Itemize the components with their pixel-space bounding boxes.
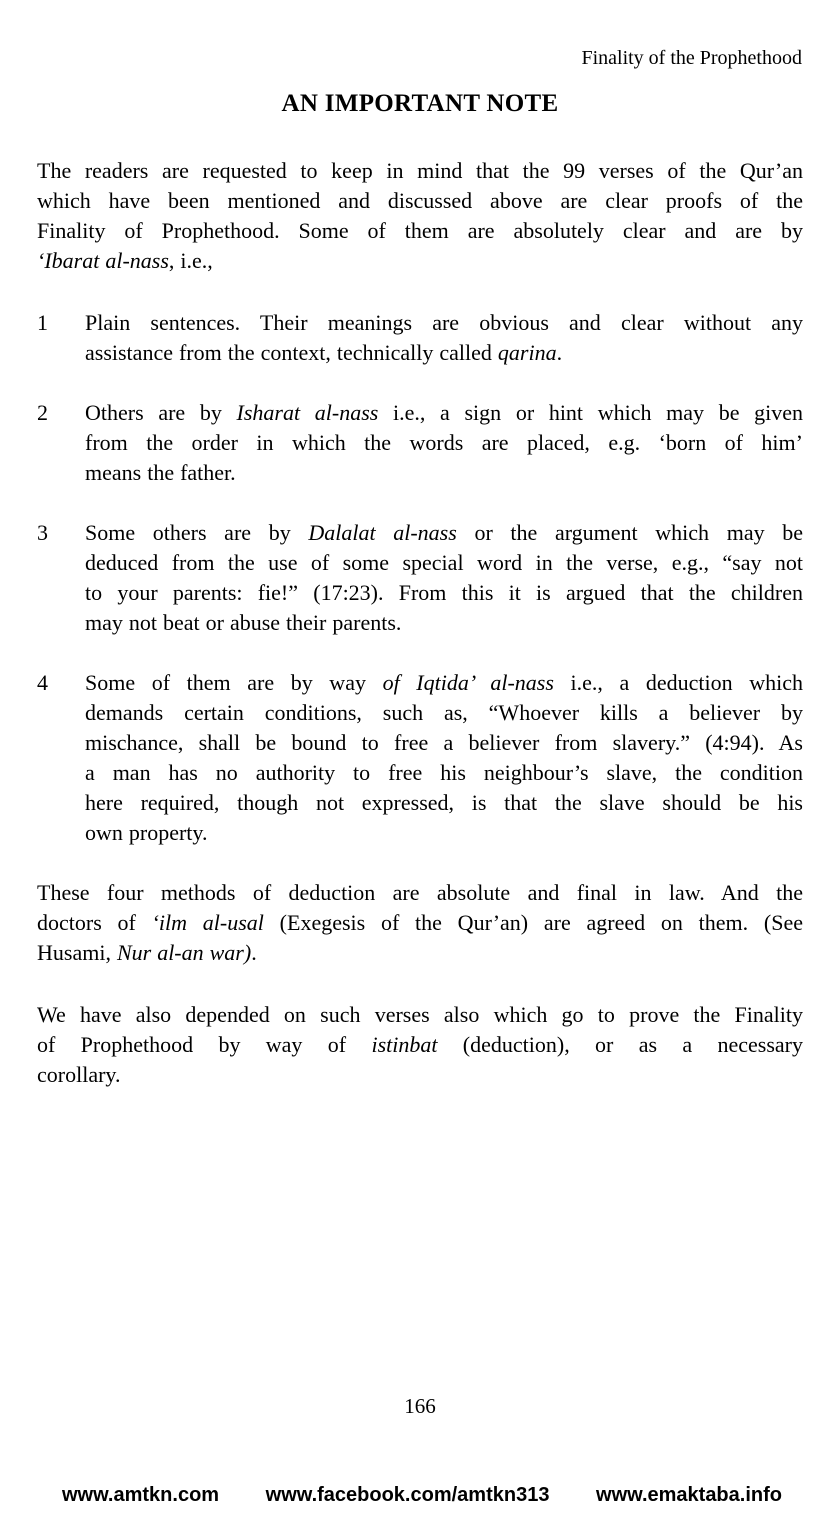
italic-term: qarina <box>497 340 557 365</box>
text-line <box>85 338 803 368</box>
text-segment: Some of them are by way <box>85 670 383 695</box>
text-line <box>37 878 803 908</box>
text-line <box>85 668 803 698</box>
text-segment: . <box>556 340 563 365</box>
text-line <box>85 728 803 758</box>
list-number: 3 <box>37 520 48 545</box>
running-header: Finality of the Prophethood <box>581 47 802 69</box>
text-line <box>85 398 803 428</box>
text-line <box>37 246 803 276</box>
text-segment: of Prophethood by way of <box>37 1032 372 1057</box>
italic-term: istinbat <box>371 1032 438 1057</box>
text-segment: mischance, shall be bound to free a believer from slavery.” (4:94). As <box>85 730 803 755</box>
text-line <box>37 908 803 938</box>
text-segment: (deduction), or as a necessary <box>437 1032 803 1057</box>
text-segment: , i.e., <box>168 248 213 273</box>
list-number: 2 <box>37 400 48 425</box>
footer-link-emaktaba: www.emaktaba.info <box>596 1484 782 1506</box>
text-line <box>85 458 803 488</box>
footer-links <box>62 1484 782 1507</box>
text-segment: deduced from the use of some special word in the verse, e.g., “say not <box>85 550 803 575</box>
text-line <box>37 938 803 968</box>
text-segment: demands certain conditions, such as, “Whoever kills a believer by <box>85 700 803 725</box>
text-segment: The readers are requested to keep in mind that the 99 verses of the Qur’an <box>37 158 803 183</box>
text-segment: from the order in which the words are placed, e.g. ‘born of him’ <box>85 430 803 455</box>
text-segment: own property. <box>85 820 208 845</box>
text-segment: . <box>251 940 257 965</box>
text-line <box>85 578 803 608</box>
text-segment: (Exegesis of the Qur’an) are agreed on them. (See <box>263 910 803 935</box>
text-segment: Plain sentences. Their meanings are obvious and clear without any <box>85 310 803 335</box>
list-item-text <box>85 308 803 368</box>
text-segment: Husami, <box>37 940 117 965</box>
text-line <box>37 1000 803 1030</box>
italic-term: Nur al-an war) <box>116 940 252 965</box>
text-segment: Finality of Prophethood. Some of them are absolutely clear and are by <box>37 218 803 243</box>
text-line <box>37 216 803 246</box>
text-line <box>37 156 803 186</box>
text-line <box>85 788 803 818</box>
italic-term: ‘ilm al-usal <box>151 910 264 935</box>
paragraph <box>37 156 803 276</box>
footer-link-facebook: www.facebook.com/amtkn313 <box>265 1484 550 1506</box>
text-segment: These four methods of deduction are absolute and final in law. And the <box>37 880 803 905</box>
list-item <box>37 308 803 368</box>
list-number: 1 <box>37 310 48 335</box>
text-segment: means the father. <box>85 460 236 485</box>
text-line <box>37 1060 803 1090</box>
list-number: 4 <box>37 670 48 695</box>
text-segment: a man has no authority to free his neighbour’s slave, the condition <box>85 760 803 785</box>
list-item <box>37 518 803 638</box>
text-line <box>85 518 803 548</box>
text-segment: to your parents: fie!” (17:23). From this it is argued that the children <box>85 580 803 605</box>
page-number: 166 <box>404 1394 436 1418</box>
text-segment: Others are by <box>85 400 237 425</box>
text-line <box>85 758 803 788</box>
italic-term: Dalalat al-nass <box>308 520 457 545</box>
text-segment: assistance from the context, technically called <box>85 340 498 365</box>
text-segment: corollary. <box>37 1062 121 1087</box>
text-line <box>37 1030 803 1060</box>
list-item <box>37 398 803 488</box>
text-segment: doctors of <box>37 910 152 935</box>
text-segment: We have also depended on such verses also which go to prove the Finality <box>37 1002 803 1027</box>
text-segment: or the argument which may be <box>456 520 804 545</box>
italic-term: of Iqtida’ al-nass <box>382 670 554 695</box>
paragraph <box>37 878 803 968</box>
text-segment: which have been mentioned and discussed above are clear proofs of the <box>37 188 803 213</box>
paragraph <box>37 1000 803 1090</box>
footer-link-amtkn: www.amtkn.com <box>62 1484 220 1506</box>
list-item <box>37 668 803 848</box>
list-item-text <box>85 518 803 638</box>
text-segment: may not beat or abuse their parents. <box>85 610 402 635</box>
text-segment: Some others are by <box>85 520 309 545</box>
text-segment: i.e., a sign or hint which may be given <box>378 400 804 425</box>
text-line <box>85 818 803 848</box>
text-line <box>85 428 803 458</box>
text-line <box>85 698 803 728</box>
text-segment: here required, though not expressed, is that the slave should be his <box>85 790 803 815</box>
italic-term: Isharat al-nass <box>236 400 379 425</box>
document-body <box>37 0 803 1540</box>
text-segment: i.e., a deduction which <box>553 670 803 695</box>
text-line <box>37 186 803 216</box>
text-line <box>85 608 803 638</box>
text-line <box>85 308 803 338</box>
page-title: AN IMPORTANT NOTE <box>281 90 559 117</box>
text-line <box>85 548 803 578</box>
list-item-text <box>85 398 803 488</box>
list-item-text <box>85 668 803 848</box>
italic-term: ‘Ibarat al-nass <box>37 248 169 273</box>
